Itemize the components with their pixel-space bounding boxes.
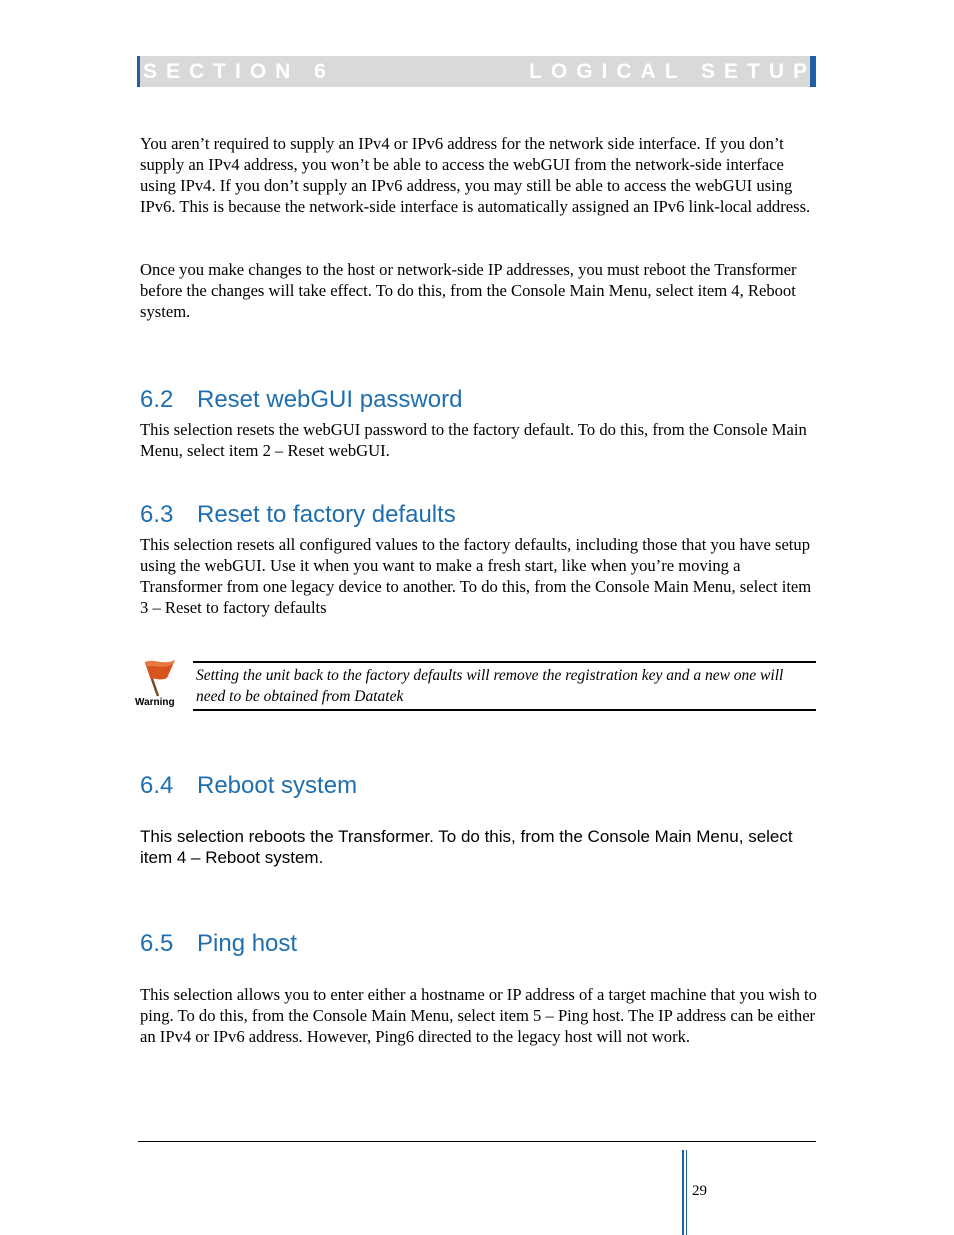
page-number-bar <box>682 1150 684 1235</box>
heading-title: Reboot system <box>197 772 358 799</box>
section-label: SECTION 6 <box>143 60 335 83</box>
page-number-bar-thin <box>686 1150 687 1235</box>
heading-6-4 <box>140 772 357 800</box>
paragraph-6-5: This selection allows you to enter either a hostname or IP address of a target machine that you wish to ping. To do this, from the Console Main Menu, select item 5 – Ping host. The IP address can be either an IPv4 or IPv6 address. However, Ping6 directed to the legacy host will not work. <box>140 985 817 1046</box>
heading-6-2 <box>140 386 462 414</box>
footer-rule <box>138 1141 816 1142</box>
warning-top-rule <box>193 661 816 663</box>
page-number: 29 <box>692 1183 707 1199</box>
heading-6-5 <box>140 930 297 958</box>
heading-title: Ping host <box>197 930 298 957</box>
section-header-bar <box>137 56 816 87</box>
heading-6-3 <box>140 501 456 529</box>
paragraph-6-4: This selection reboots the Transformer. To do this, from the Console Main Menu, select item 4 – Reboot system. <box>140 827 793 867</box>
heading-number: 6.3 <box>140 501 174 528</box>
heading-title: Reset to factory defaults <box>197 501 456 528</box>
paragraph-reboot-note: Once you make changes to the host or network-side IP addresses, you must reboot the Transformer before the changes will take effect. To do this, from the Console Main Menu, select item 4, Reboot system. <box>140 260 797 321</box>
warning-label: Warning <box>135 697 175 708</box>
heading-title: Reset webGUI password <box>197 386 463 413</box>
paragraph-6-2: This selection resets the webGUI password to the factory default. To do this, from the Console Main Menu, select item 2 – Reset webGUI. <box>140 420 807 460</box>
warning-text: Setting the unit back to the factory defaults will remove the registration key and a new one will need to be obtained from Datatek <box>196 667 784 705</box>
paragraph-ip-address-note: You aren’t required to supply an IPv4 or IPv6 address for the network side interface. If you don’t supply an IPv4 address, you won’t be able to access the webGUI from the network-side interface using IPv4. If you don’t supply an IPv6 address, you may still be able to access the webGUI using IPv6. This is because the network-side interface is automatically assigned an IPv6 link-local address. <box>140 134 811 216</box>
heading-number: 6.2 <box>140 386 174 413</box>
section-title: LOGICAL SETUP <box>529 60 816 83</box>
warning-bottom-rule <box>193 709 816 711</box>
paragraph-6-3: This selection resets all configured values to the factory defaults, including those that you have setup using the webGUI. Use it when you want to make a fresh start, like when you’re moving a Transformer from one legacy device to another. To do this, from the Console Main Menu, select item 3 – Reset to factory defaults <box>140 535 812 617</box>
heading-number: 6.5 <box>140 930 174 957</box>
heading-number: 6.4 <box>140 772 174 799</box>
